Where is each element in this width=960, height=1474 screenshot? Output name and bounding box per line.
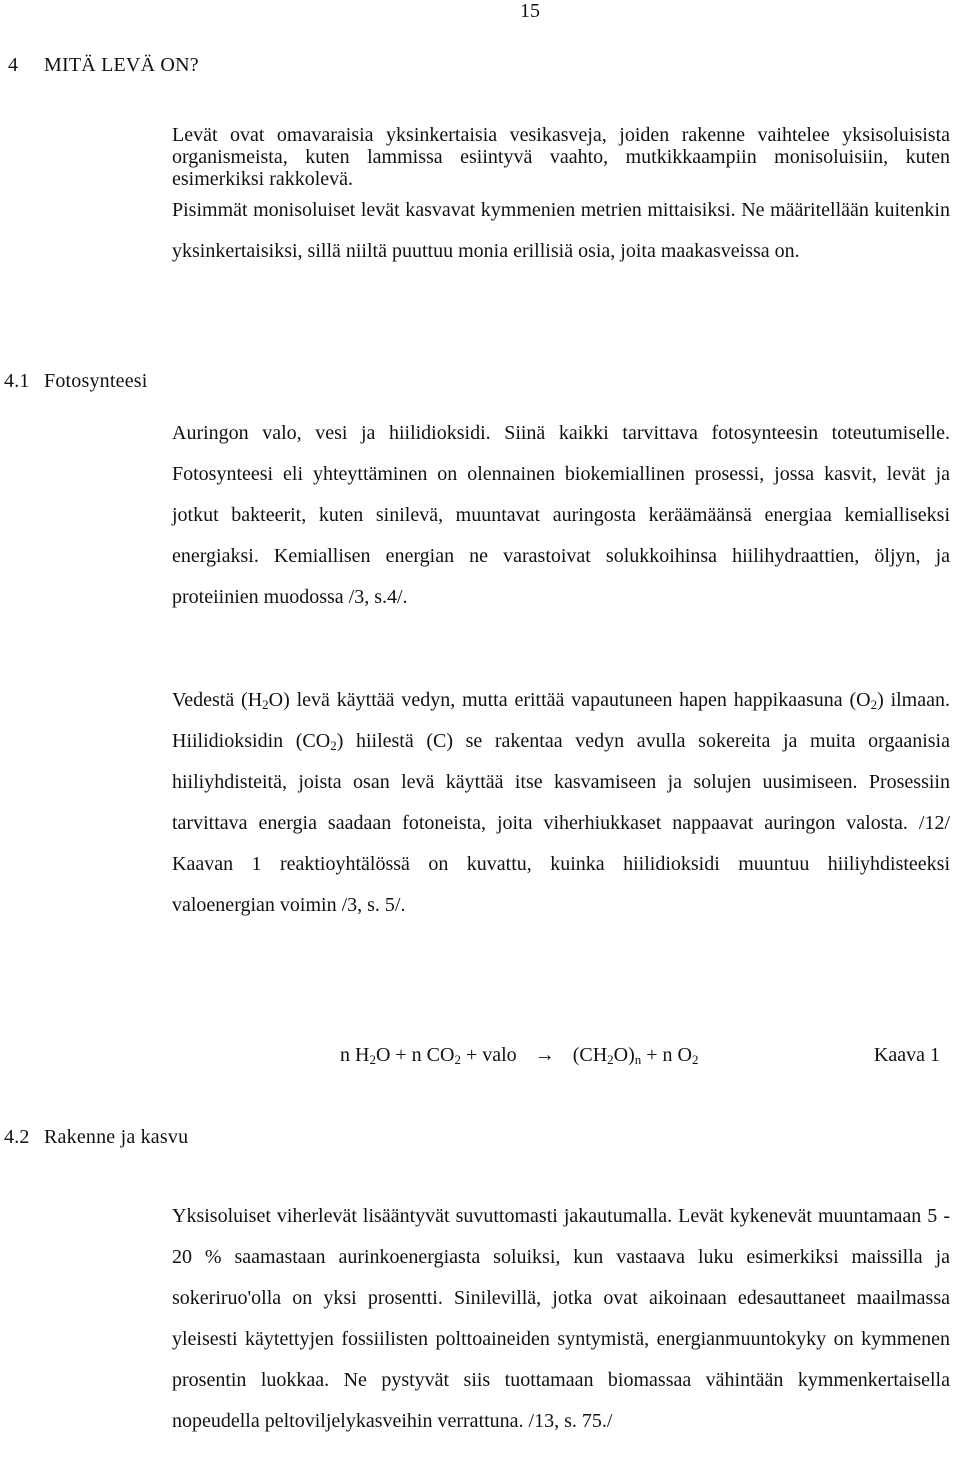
intro-paragraph-part-b: Pisimmät monisoluiset levät kasvavat kymmenien metrien mittaisiksi. Ne määritellään kuitenkin yksinkertaisiksi, sillä niiltä puuttuu monia erillisiä osia, joita maakasveissa on. — [172, 199, 950, 262]
formula-term: + valo — [460, 1044, 517, 1066]
subscript: 2 — [870, 697, 878, 712]
section-title: MITÄ LEVÄ ON? — [44, 54, 199, 76]
formula-term: O + n CO — [375, 1044, 455, 1066]
reaction-arrow-icon: → — [534, 1044, 555, 1066]
subscript: 2 — [454, 1052, 461, 1067]
section-number: 4.2 — [4, 1126, 30, 1148]
reaction-formula — [340, 1044, 940, 1067]
subscript: 2 — [691, 1052, 699, 1067]
section-number: 4.1 — [4, 370, 30, 392]
subscript: n — [634, 1052, 642, 1067]
text-run: O) levä käyttää vedyn, mutta erittää vapautuneen hapen happikaasuna (O — [268, 689, 871, 711]
text-run: ) hiilestä (C) se rakentaa vedyn avulla sokereita ja muita orgaanisia hiiliyhdisteitä, joista osan levä käyttää itse kasvamiseen ja solujen uusimiseen. Prosessiin tarvittava energia saadaan fotoneista, joita viherhiukkaset nappaavat auringon valosta. /12/ Kaavan 1 reaktioyhtälössä on kuvattu, kuinka hiilidioksidi muuntuu hiiliyhdisteeksi valoenergian voimin /3, s. 5/. — [172, 730, 950, 916]
section-heading-4-2 — [4, 1126, 188, 1149]
intro-paragraph — [172, 124, 950, 272]
section-heading-4-1 — [4, 370, 148, 393]
section-heading-4 — [8, 54, 199, 77]
formula-term: n H — [340, 1044, 370, 1066]
subscript: 2 — [330, 738, 337, 753]
subscript: 2 — [262, 697, 269, 712]
section-title: Rakenne ja kasvu — [44, 1126, 189, 1148]
section-number: 4 — [8, 54, 19, 76]
page-number: 15 — [520, 0, 540, 22]
text-run: Vedestä (H — [172, 689, 263, 711]
formula-term: + n O — [641, 1044, 692, 1066]
photosynthesis-chemistry-paragraph — [172, 680, 950, 926]
photosynthesis-paragraph: Auringon valo, vesi ja hiilidioksidi. Siinä kaikki tarvittava fotosynteesin toteutumiselle. Fotosynteesi eli yhteyttäminen on olennainen biokemiallinen prosessi, jossa kasvit, levät ja jotkut bakteerit, kuten sinilevä, muuntavat auringosta keräämäänsä energiaa kemialliseksi energiaksi. Kemiallisen energian ne varastoivat solukkoihinsa hiilihydraattien, öljyn, ja proteiinien muodossa /3, s.4/. — [172, 422, 950, 608]
subscript: 2 — [607, 1052, 614, 1067]
structure-growth-paragraph: Yksisoluiset viherlevät lisääntyvät suvuttomasti jakautumalla. Levät kykenevät muuntamaan 5 - 20 % saamastaan aurinkoenergiasta soluiksi, kun vastaava luku esimerkiksi maissilla ja sokeriruo'olla on yksi prosentti. Sinilevillä, jotka ovat aikoinaan edesauttaneet maailmassa yleisesti käytettyjen fossiilisten polttoaineiden syntymistä, energianmuuntokyky on kymmenen prosentin luokkaa. Ne pystyvät siis tuottamaan biomassaa vähintään kymmenkertaisella nopeudella peltoviljelykasveihin verrattuna. /13, s. 75./ — [172, 1205, 950, 1432]
text-run: ) ilmaan. Hiilidioksidin (CO — [172, 689, 950, 752]
intro-paragraph-part-a: Levät ovat omavaraisia yksinkertaisia vesikasveja, joiden rakenne vaihtelee yksisoluisista organismeista, kuten lammissa esiintyvä vaahto, mutkikkaampiin monisoluisiin, kuten esimerkiksi rakkolevä. — [172, 124, 950, 190]
subscript: 2 — [369, 1052, 376, 1067]
formula-term: O) — [613, 1044, 635, 1066]
formula-term: (CH — [572, 1044, 608, 1066]
formula-label: Kaava 1 — [873, 1044, 940, 1066]
section-title: Fotosynteesi — [44, 370, 148, 392]
